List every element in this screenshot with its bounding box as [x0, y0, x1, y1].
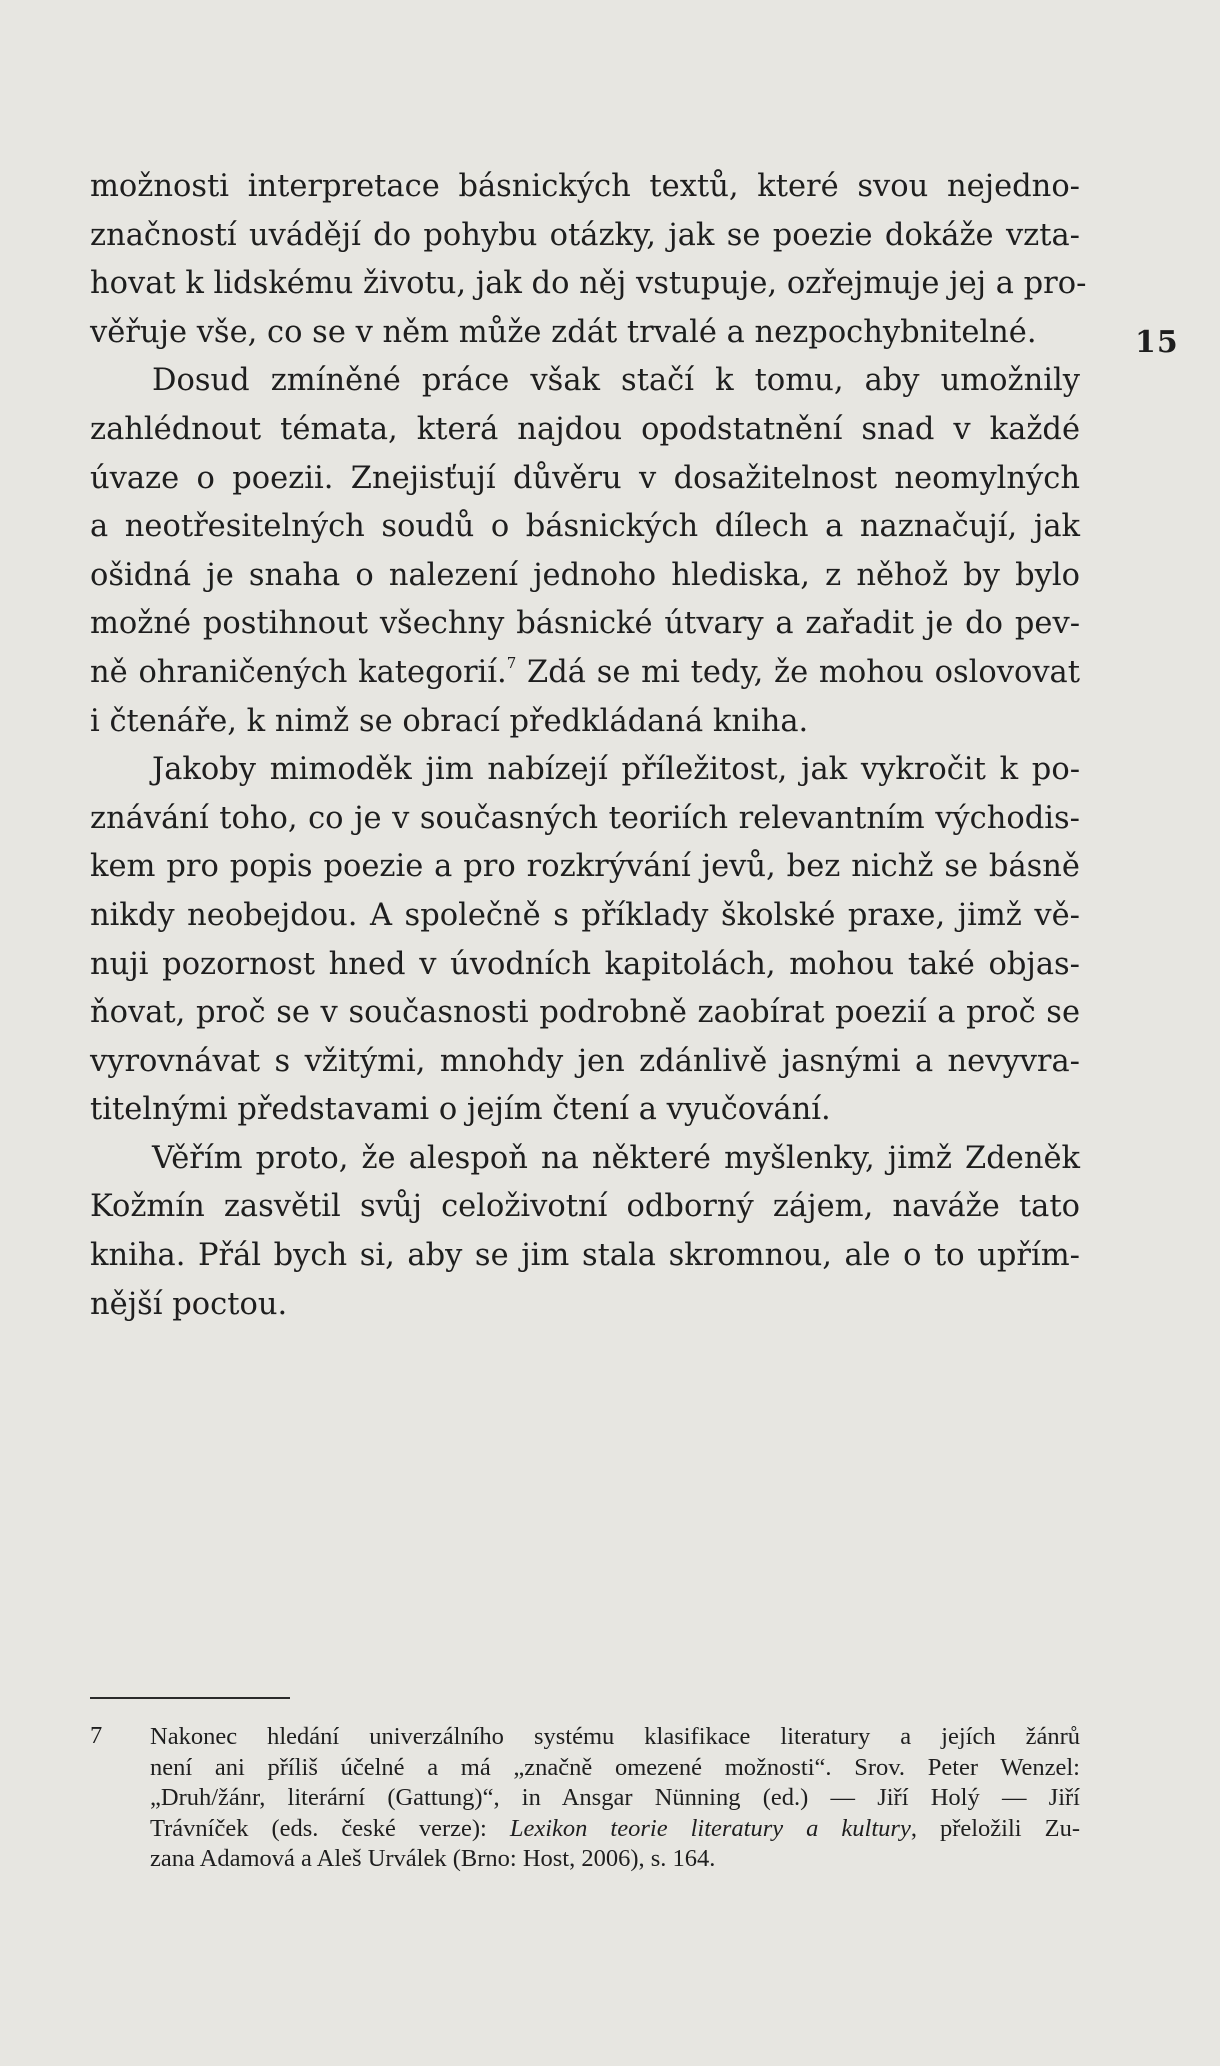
page-number: 15: [1135, 325, 1179, 360]
text-line: Jakoby mimoděk jim nabízejí příležitost, jak vykročit k po-: [152, 752, 1080, 788]
text-line: ošidná je snaha o nalezení jednoho hlediska, z něhož by bylo: [90, 557, 1080, 593]
footnote-line: [150, 1814, 1080, 1845]
text-line: nější poctou.: [90, 1286, 288, 1322]
text-line: nikdy neobejdou. A společně s příklady školské praxe, jimž vě-: [90, 897, 1080, 933]
text-line: zahlédnout témata, která najdou opodstatnění snad v každé: [90, 411, 1080, 447]
footnote-reference[interactable]: 7: [506, 653, 517, 672]
text-line: možné postihnout všechny básnické útvary a zařadit je do pev-: [90, 606, 1080, 642]
text-line: i čtenáře, k nimž se obrací předkládaná kniha.: [90, 703, 809, 739]
text-line: Dosud zmíněné práce však stačí k tomu, aby umožnily: [152, 363, 1080, 399]
text-line: kem pro popis poezie a pro rozkrývání jevů, bez nichž se básně: [90, 849, 1080, 885]
text-line: ňovat, proč se v současnosti podrobně zaobírat poezií a proč se: [90, 995, 1080, 1031]
footnote-line: zana Adamová a Aleš Urválek (Brno: Host, 2006), s. 164.: [150, 1845, 716, 1872]
text-line: Věřím proto, že alespoň na některé myšlenky, jimž Zdeněk: [152, 1140, 1080, 1176]
footnote-divider: [90, 1697, 290, 1699]
body-text: [90, 163, 1087, 1329]
text-segment: Zdá se mi tedy, že mohou oslovovat: [516, 654, 1080, 690]
text-line: věřuje vše, co se v něm může zdát trvalé a nezpochybnitelné.: [90, 314, 1037, 350]
text-line: vyrovnávat s vžitými, mnohdy jen zdánlivě jasnými a nevyvra-: [90, 1043, 1080, 1079]
text-line: nuji pozornost hned v úvodních kapitolách, mohou také objas-: [90, 946, 1080, 982]
book-title: Lexikon teorie literatury a kultury: [509, 1814, 911, 1842]
footnote-segment: , přeložili Zu-: [910, 1814, 1080, 1842]
text-line: kniha. Přál bych si, aby se jim stala skromnou, ale o to upřím-: [90, 1238, 1080, 1274]
text-line: titelnými představami o jejím čtení a vyučování.: [90, 1092, 831, 1128]
footnote-number: 7: [90, 1722, 103, 1749]
text-line: hovat k lidskému životu, jak do něj vstupuje, ozřejmuje jej a pro-: [90, 266, 1087, 302]
footnote-line: Nakonec hledání univerzálního systému klasifikace literatury a jejích žánrů: [150, 1723, 1080, 1750]
footnote-line: není ani příliš účelné a má „značně omezené možnosti“. Srov. Peter Wenzel:: [150, 1753, 1080, 1781]
footnote-line: „Druh/žánr, literární (Gattung)“, in Ansgar Nünning (ed.) — Jiří Holý — Jiří: [150, 1784, 1080, 1811]
text-line: úvaze o poezii. Znejisťují důvěru v dosažitelnost neomylných: [90, 460, 1080, 496]
text-line: značností uvádějí do pohybu otázky, jak se poezie dokáže vzta-: [90, 217, 1080, 253]
text-line: a neotřesitelných soudů o básnických dílech a naznačují, jak: [90, 509, 1080, 545]
footnote-segment: Trávníček (eds. české verze):: [150, 1814, 510, 1842]
text-line: Kožmín zasvětil svůj celoživotní odborný zájem, naváže tato: [90, 1189, 1080, 1225]
text-segment: ně ohraničených kategorií.: [90, 654, 507, 690]
text-line: možnosti interpretace básnických textů, které svou nejedno-: [90, 169, 1080, 204]
footnote-text: [150, 1722, 1080, 1875]
text-line: [90, 649, 1080, 698]
text-line: znávání toho, co je v současných teoriích relevantním východis-: [90, 800, 1080, 836]
